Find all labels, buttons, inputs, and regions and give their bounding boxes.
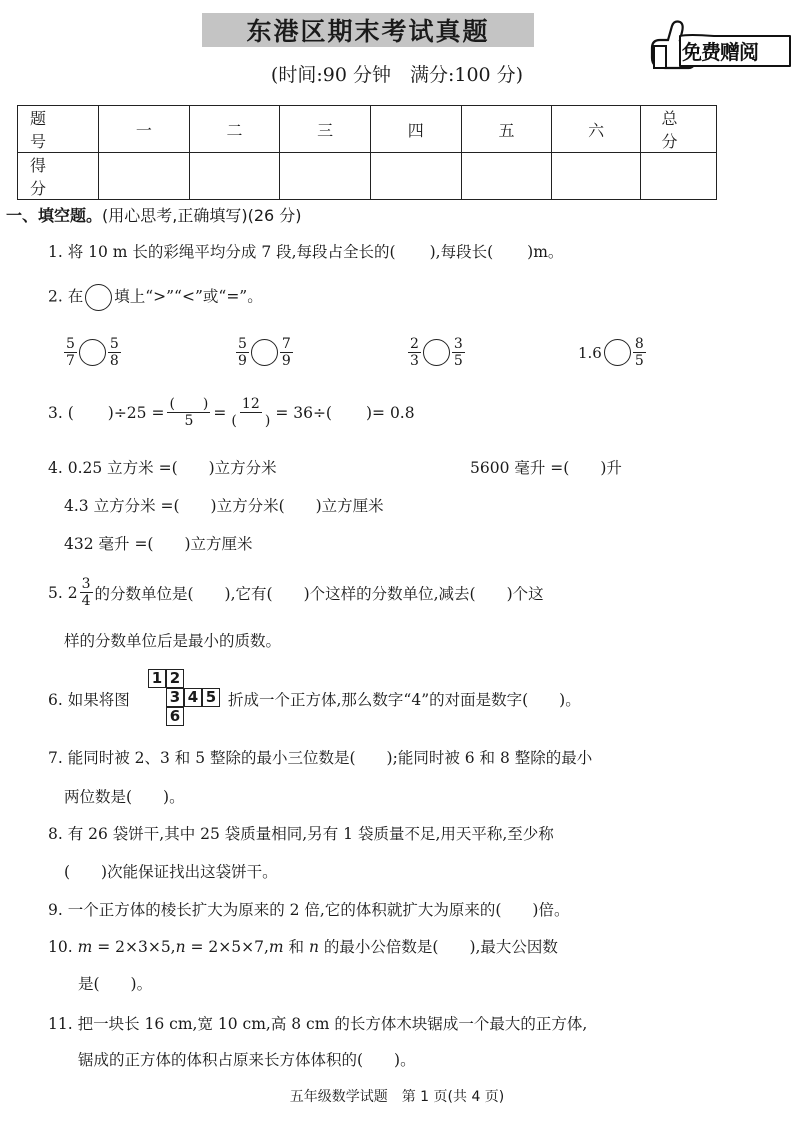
compare-item bbox=[236, 336, 293, 369]
numerator: 5 bbox=[109, 336, 119, 352]
question-8-line-1: 8. 有 26 袋饼干,其中 25 袋质量相同,另有 1 袋质量不足,用天平称,至少称 bbox=[48, 825, 554, 843]
q3-text-d: )= 0.8 bbox=[365, 403, 415, 422]
header-cell: 总 分 bbox=[640, 106, 716, 153]
score-cell[interactable] bbox=[461, 153, 552, 200]
denominator: 5 bbox=[634, 353, 644, 369]
numerator: 5 bbox=[238, 336, 247, 352]
fraction bbox=[236, 336, 249, 369]
q1-text-a: 1. 将 10 m 长的彩绳平均分成 7 段,每段占全长的( bbox=[48, 243, 396, 261]
question-3 bbox=[48, 396, 415, 429]
question-7-line-2: 两位数是( )。 bbox=[64, 788, 185, 806]
question-11-line-1: 11. 把一块长 16 cm,宽 10 cm,高 8 cm 的长方体木块锯成一个最大的正方体, bbox=[48, 1015, 588, 1033]
q3-text-c: = 36÷( bbox=[275, 403, 332, 422]
denominator: 3 bbox=[410, 353, 419, 369]
header-cell: 题 号 bbox=[18, 106, 99, 153]
score-cell[interactable] bbox=[280, 153, 371, 200]
variable-n: n bbox=[308, 938, 319, 956]
q1-text-c: )m。 bbox=[527, 243, 564, 261]
numerator: 3 bbox=[453, 336, 463, 352]
section-title: 一、填空题。 bbox=[6, 206, 103, 225]
score-table bbox=[17, 105, 730, 200]
denominator: 7 bbox=[66, 353, 75, 369]
net-cell: 2 bbox=[166, 669, 184, 688]
question-5-line-2: 样的分数单位后是最小的质数。 bbox=[64, 632, 282, 650]
question-4-line-1b: 5600 毫升 =( )升 bbox=[470, 459, 622, 477]
question-10-line-1 bbox=[48, 935, 558, 957]
question-10-line-2: 是( )。 bbox=[78, 975, 153, 993]
fraction bbox=[80, 576, 93, 609]
score-cell[interactable] bbox=[99, 153, 190, 200]
compare-item bbox=[578, 336, 646, 369]
numerator: 8 bbox=[634, 336, 644, 352]
q1-text-b: ),每段长( bbox=[429, 243, 494, 261]
q10-eq2: = 2×5×7, bbox=[185, 938, 269, 956]
header-cell: 二 bbox=[189, 106, 280, 153]
table-row bbox=[18, 106, 717, 153]
compare-circle-icon bbox=[85, 284, 112, 311]
score-cell[interactable] bbox=[552, 153, 641, 200]
equals-sign: = bbox=[213, 403, 227, 422]
score-cell[interactable] bbox=[189, 153, 280, 200]
compare-circle[interactable] bbox=[423, 339, 450, 366]
denominator: 5 bbox=[453, 353, 463, 369]
q10-prefix: 10. bbox=[48, 938, 78, 956]
numerator[interactable]: ( ) bbox=[169, 396, 209, 412]
header-cell: 六 bbox=[552, 106, 641, 153]
fraction bbox=[229, 396, 272, 429]
numerator: 12 bbox=[241, 396, 260, 412]
question-6-text-b: 折成一个正方体,那么数字“4”的对面是数字( )。 bbox=[228, 691, 581, 709]
question-9: 9. 一个正方体的棱长扩大为原来的 2 倍,它的体积就扩大为原来的( )倍。 bbox=[48, 901, 570, 919]
question-2 bbox=[48, 284, 263, 311]
fraction bbox=[452, 336, 465, 369]
compare-circle[interactable] bbox=[604, 339, 631, 366]
net-cell: 5 bbox=[202, 688, 220, 707]
fraction bbox=[280, 336, 293, 369]
q10-eq1: = 2×3×5, bbox=[92, 938, 176, 956]
header-cell: 一 bbox=[99, 106, 190, 153]
question-4-line-3: 432 毫升 =( )立方厘米 bbox=[64, 535, 253, 553]
header-cell: 四 bbox=[370, 106, 461, 153]
table-row bbox=[18, 153, 717, 200]
compare-circle[interactable] bbox=[79, 339, 106, 366]
fraction bbox=[167, 396, 210, 429]
compare-circle[interactable] bbox=[251, 339, 278, 366]
exam-subtitle: (时间:90 分钟 满分:100 分) bbox=[270, 64, 524, 86]
section-heading bbox=[6, 203, 302, 226]
q5-text-b: 的分数单位是( ),它有( )个这样的分数单位,减去( )个这 bbox=[94, 584, 544, 603]
fraction bbox=[408, 336, 421, 369]
denominator[interactable]: ( ) bbox=[231, 413, 271, 429]
page-title bbox=[202, 13, 534, 47]
denominator: 8 bbox=[109, 353, 119, 369]
q3-text-a: 3. ( bbox=[48, 403, 74, 422]
denominator: 9 bbox=[238, 353, 247, 369]
denominator: 5 bbox=[184, 413, 194, 429]
numerator: 3 bbox=[81, 576, 91, 592]
question-1 bbox=[48, 240, 563, 262]
question-4-line-2: 4.3 立方分米 =( )立方分米( )立方厘米 bbox=[64, 497, 384, 515]
score-cell[interactable] bbox=[640, 153, 716, 200]
question-4-line-1: 4. 0.25 立方米 =( )立方分米 bbox=[48, 459, 277, 477]
q10-rest: 的最小公倍数是( ),最大公因数 bbox=[318, 938, 558, 956]
badge-label: 免费赠阅 bbox=[682, 40, 758, 64]
compare-item bbox=[64, 336, 121, 369]
variable-m: m bbox=[77, 938, 93, 956]
variable-n: n bbox=[175, 938, 186, 956]
free-gift-badge bbox=[648, 18, 794, 72]
variable-m: m bbox=[268, 938, 284, 956]
denominator: 9 bbox=[281, 353, 291, 369]
numerator: 5 bbox=[66, 336, 75, 352]
fraction bbox=[633, 336, 646, 369]
net-cell: 1 bbox=[148, 669, 166, 688]
header-cell: 五 bbox=[461, 106, 552, 153]
numerator: 2 bbox=[410, 336, 419, 352]
denominator: 4 bbox=[81, 593, 91, 609]
page-footer: 五年级数学试题 第 1 页(共 4 页) bbox=[289, 1089, 505, 1105]
fraction bbox=[64, 336, 77, 369]
decimal-value: 1.6 bbox=[578, 343, 602, 362]
page-title-text: 东港区期末考试真题 bbox=[246, 17, 490, 46]
q2-text-b: 填上“>”“<”或“=”。 bbox=[114, 287, 263, 306]
net-cell: 3 bbox=[166, 688, 184, 707]
net-cell: 6 bbox=[166, 707, 184, 726]
q10-and: 和 bbox=[283, 938, 309, 956]
section-note: (用心思考,正确填写)(26 分) bbox=[102, 206, 302, 225]
fraction bbox=[108, 336, 121, 369]
cube-net-diagram bbox=[148, 669, 228, 729]
header-cell: 三 bbox=[280, 106, 371, 153]
question-11-line-2: 锯成的正方体的体积占原来长方体体积的( )。 bbox=[78, 1051, 416, 1069]
compare-item bbox=[408, 336, 465, 369]
q5-text-a: 5. 2 bbox=[48, 583, 78, 602]
question-6-text-a: 6. 如果将图 bbox=[48, 691, 130, 709]
numerator: 7 bbox=[281, 336, 291, 352]
question-8-line-2: ( )次能保证找出这袋饼干。 bbox=[64, 863, 278, 881]
row-label: 得 分 bbox=[18, 153, 99, 200]
q2-text-a: 2. 在 bbox=[48, 287, 84, 306]
question-7-line-1: 7. 能同时被 2、3 和 5 整除的最小三位数是( );能同时被 6 和 8 整除的最小 bbox=[48, 749, 593, 767]
q3-text-b: )÷25 = bbox=[107, 403, 165, 422]
score-cell[interactable] bbox=[370, 153, 461, 200]
question-5 bbox=[48, 576, 544, 609]
net-cell: 4 bbox=[184, 688, 202, 707]
